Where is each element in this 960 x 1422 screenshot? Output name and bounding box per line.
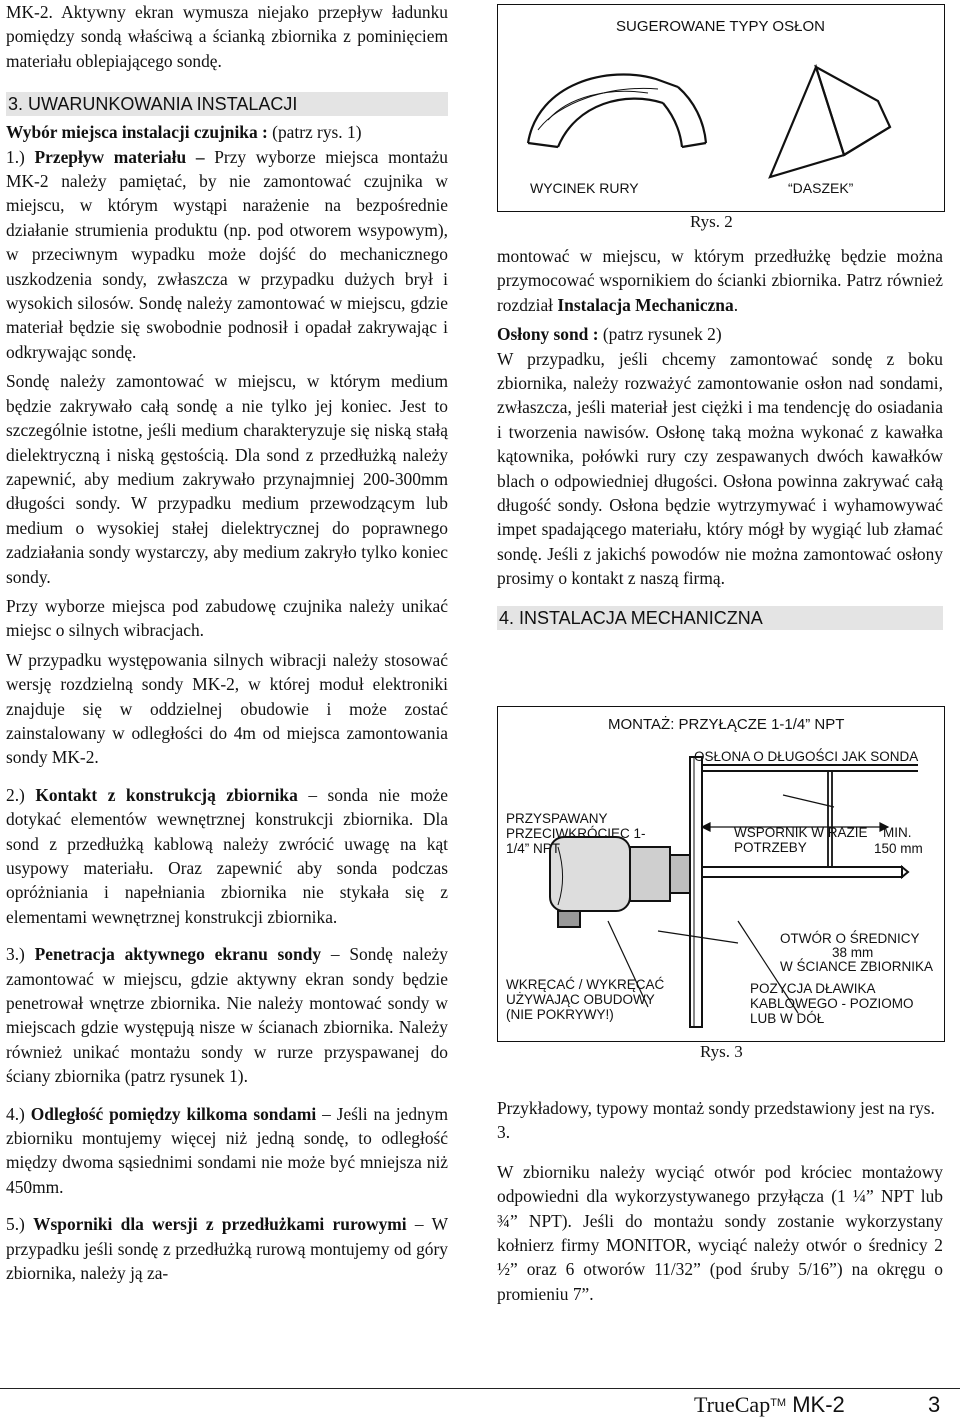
shields-heading: [497, 322, 943, 346]
paragraph-shields: W przypadku, jeśli chcemy zamontować sondę z boku zbiornika, należy rozważyć zamontowanie osłon nad sondami, zwłaszcza, jeśli materiał jest ciężki i ma tendencję do osiadania i tworzenia nawisów. Osłonę taką można wykonać z kawałka kątownika, połówki rury czy zespawanych dwóch kawałków blach o odpowiedniej długości. Osłona powinna zakrywać całą długość sondy. Osłona będzie wytrzymywać i wyhamowywać impet spadającego materiału, który mógł by wygiąć lub złamać sondę. Jeśli z jakichś powodów nie można zamontować osłony prosimy o kontakt z naszą firmą.: [497, 348, 943, 589]
item-2-text: – sonda nie może dotykać elementów wewnętrznej konstrukcji zbiornika. Dla sond z przedłużką kablową należy zwrócić uwagę na kąt usypowy materiału. Oraz zapewnić aby sonda podczas opróżniania i napełniania zbiornika nie stykała się z elementami wewnętrznej konstrukcji zbiornika.: [6, 784, 448, 927]
label-roof: “DASZEK”: [788, 180, 854, 196]
figure-3-title: MONTAŻ: PRZYŁĄCZE 1-1/4” NPT: [608, 716, 845, 733]
item-3-screen-penetration: [6, 942, 448, 1088]
paragraph-intro: MK-2. Aktywny ekran wymusza niejako przepływ ładunku pomiędzy sondą właściwą a ścianką zbiornika z pominięciem materiału oblepiającego sondę.: [6, 2, 448, 71]
installation-location-ref: (patrz rys. 1): [267, 122, 362, 143]
paragraph-vibration-2: W przypadku występowania silnych wibracji należy stosować wersję rozdzielną sondy MK-2, w której moduł elektroniki znajduje się w oddzielnej obudowie i może zostać zainstalowany w odległości do 4m od miejsca zamontowania sondy MK-2.: [6, 649, 448, 768]
roof-shield-drawing: [770, 67, 890, 177]
item-4-number: 4.): [6, 1103, 25, 1124]
label-min: MIN.: [883, 825, 912, 840]
label-hole-size: 38 mm: [832, 945, 874, 960]
footer-trademark: TM: [770, 1397, 787, 1409]
item-1-material-flow: [6, 145, 448, 365]
item-2-title: Kontakt z konstrukcją zbiornika: [35, 784, 298, 805]
paragraph-mounting-hole: W zbiorniku należy wyciąć otwór pod króciec montażowy odpowiedni dla wykorzystywanego przyłącza (1 ¼” NPT lub ¾” NPT). Jeśli do montażu sondy zostanie wykorzystany kołnierz firmy MONITOR, wyciąć należy otwór o średnicy 2 ½” oraz 6 otworów 11/32” (pod śruby 5/16”) na okręgu o promieniu 7”.: [497, 1161, 943, 1304]
item-5-text: – W przypadku jeśli sondę z przedłużką rurową montujemy od góry zbiornika, należy ją za-: [6, 1214, 448, 1284]
item-1-dash: –: [186, 146, 215, 167]
item-2-number: 2.): [6, 784, 25, 805]
paragraph-example: Przykładowy, typowy montaż sondy przedstawiony jest na rys. 3.: [497, 1098, 935, 1143]
footer-model: MK-2: [786, 1392, 845, 1417]
label-shield-length: OSŁONA O DŁUGOŚCI JAK SONDA: [694, 749, 919, 764]
label-welded-socket: PRZYSPAWANY PRZECIWKRÓCIEC 1-1/4” NPT: [506, 811, 646, 856]
item-3-text: – Sondę należy zamontować w miejscu, gdzie aktywny ekran sondy będzie penetrował wnętrze zbiornika. Nie należy montować sondy w miejscach gdzie występują nisze w ścianach zbiornika. Należy również unikać montażu sondy w rurze przyspawanej do ściany zbiornika (patrz rysunek 1).: [6, 944, 448, 1087]
section-heading-3: 3. UWARUNKOWANIA INSTALACJI: [6, 92, 448, 116]
figure-3-caption: Rys. 3: [700, 1042, 743, 1061]
figure-3-mounting: [497, 706, 945, 1042]
installation-location-label: Wybór miejsca instalacji czujnika :: [6, 122, 268, 143]
figure-2-title: SUGEROWANE TYPY OSŁON: [616, 18, 825, 35]
page-number: 3: [928, 1392, 941, 1417]
label-screw-housing: WKRĘCAĆ / WYKRĘCAĆ UŻYWAJĄC OBUDOWY (NIE POKRYWY!): [506, 977, 665, 1022]
shields-title: Osłony sond :: [497, 324, 599, 345]
probe-rod: [702, 867, 908, 877]
footer-brand-name: TrueCap: [694, 1392, 771, 1417]
label-min-value: 150 mm: [874, 841, 923, 856]
left-column: [6, 0, 448, 1291]
paragraph-bracket-continuation: [497, 244, 943, 317]
label-hole-diameter: OTWÓR O ŚREDNICY: [780, 931, 920, 946]
paragraph-medium-coverage: Sondę należy zamontować w miejscu, w którym medium będzie zakrywało całą sondę a nie tylko jej koniec. Jest to szczególnie istotne, jeśli medium charakteryzuje się niską stałą dielektryczną i niską gęstością. Dla sond z przedłużką należy zapewnić, aby medium zakrywało przynajmniej 200-300mm długości sondy. W przypadku medium przewodzącym lub medium o wysokiej stałej dielektrycznej do poprawnego zadziałania sondy wystarczy, aby medium zakryło tylko koniec sondy.: [6, 371, 448, 587]
footer-rule: [0, 1388, 960, 1389]
bracket-text: montować w miejscu, w którym przedłużkę będzie można przymocować wspornikiem do ścianki zbiornika. Patrz również rozdział: [497, 246, 943, 315]
label-cable-gland: POZYCJA DŁAWIKA KABLOWEGO - POZIOMO LUB W DÓŁ: [750, 981, 914, 1026]
shield-over-probe: [702, 765, 918, 771]
right-column: [497, 244, 943, 630]
label-bracket: WSPORNIK W RAZIE POTRZEBY: [734, 825, 868, 855]
item-1-number: 1.): [6, 146, 25, 167]
section-heading-4: 4. INSTALACJA MECHANICZNA: [497, 606, 943, 630]
item-5-number: 5.): [6, 1214, 25, 1235]
item-5-brackets: [6, 1212, 448, 1285]
item-1-text: Przy wyborze miejsca montażu MK-2 należy pamiętać, by nie zamontować czujnika w miejscu, w którym wystąpi narażenie na bezpośrednie działanie strumienia produktu (np. pod otworem wsypowym), w przeciwnym wypadku może dojść do mechanicznego uszkodzenia sondy, zwłaszcza w przypadku dużych brył i wysokich silosów. Sondę należy zamontować w miejscu, gdzie materiał będzie się swobodnie podnosił i opadał zakrywając i odkrywając sondę.: [6, 146, 449, 362]
pipe-section-drawing: [528, 75, 706, 147]
right-column-bottom: [497, 1096, 943, 1311]
mechanical-installation-ref: Instalacja Mechaniczna: [557, 294, 734, 315]
shields-ref: (patrz rysunek 2): [598, 324, 722, 345]
item-5-title: Wsporniki dla wersji z przedłużkami rurowymi: [33, 1214, 407, 1235]
item-3-number: 3.): [6, 944, 25, 965]
item-4-probe-distance: [6, 1102, 448, 1200]
paragraph-vibration-1: Przy wyborze miejsca pod zabudowę czujnika należy unikać miejsc o silnych wibracjach.: [6, 595, 448, 641]
tank-wall: [690, 757, 702, 1027]
label-tank-wall: W ŚCIANCE ZBIORNIKA: [780, 959, 934, 974]
footer-brand: [694, 1392, 845, 1418]
bracket-text-end: .: [733, 294, 739, 315]
label-pipe-section: WYCINEK RURY: [530, 180, 639, 196]
item-4-title: Odległość pomiędzy kilkoma sondami: [30, 1103, 317, 1124]
item-2-tank-contact: [6, 783, 448, 929]
figure-2-shield-types: [497, 4, 945, 212]
installation-location-heading: [6, 120, 448, 144]
item-1-title: Przepływ materiału: [34, 146, 187, 167]
item-3-title: Penetracja aktywnego ekranu sondy: [34, 944, 322, 965]
figure-2-caption: Rys. 2: [690, 212, 733, 231]
item-4-text: – Jeśli na jednym zbiorniku montujemy więcej niż jedną sondę, to odległość między dwoma sąsiednimi sondami nie może być mniejsza niż 450mm.: [6, 1103, 448, 1197]
